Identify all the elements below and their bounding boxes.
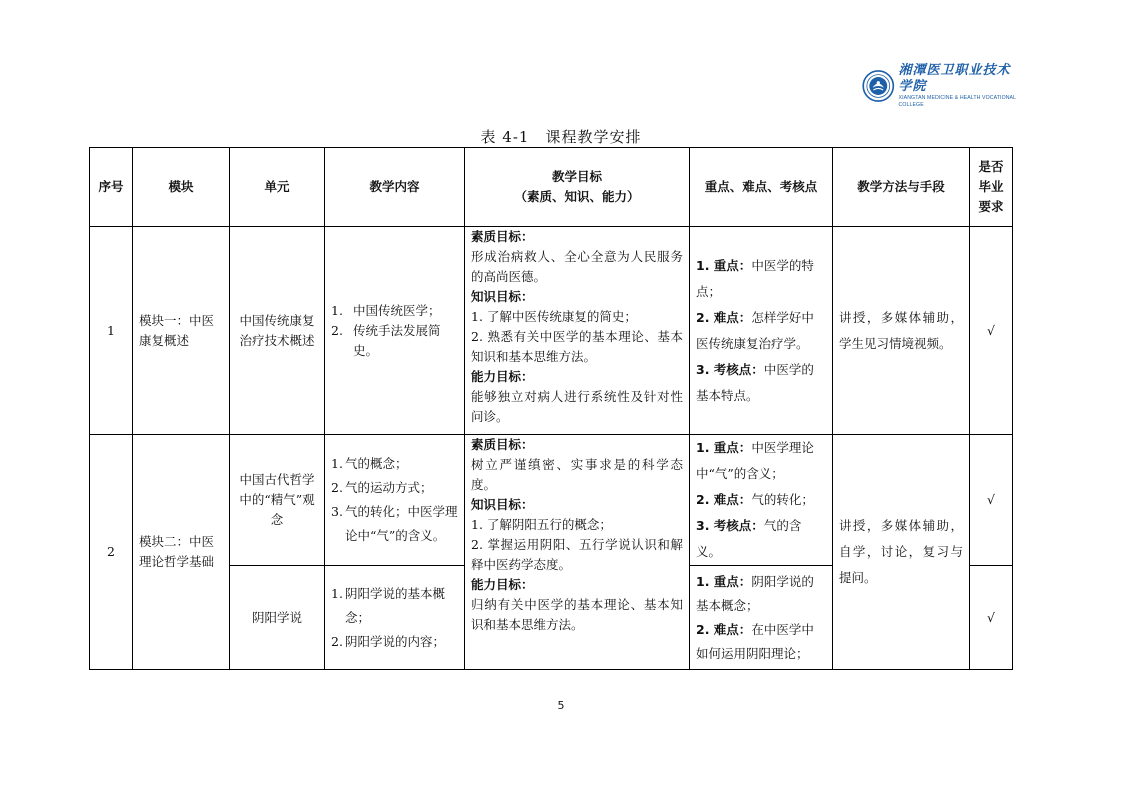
- ability-goal-text: 归纳有关中医学的基本理论、基本知识和基本思维方法。: [471, 597, 683, 632]
- knowledge-goal-1: 1. 了解中医传统康复的简史；: [471, 309, 637, 324]
- row1-keypoints: 1. 重点：中医学的特点； 2. 难点：怎样学好中医传统康复治疗学。 3. 考核点：中医学的基本特点。: [690, 227, 833, 435]
- header-goal: [465, 148, 690, 227]
- knowledge-goal-label: 知识目标：: [471, 497, 534, 512]
- row2-unit2: 阴阳学说: [230, 566, 325, 670]
- row1-unit: 中国传统康复治疗技术概述: [230, 227, 325, 435]
- header-method: 教学方法与手段: [833, 148, 970, 227]
- college-logo: [862, 63, 1022, 108]
- row2-unit1-content: [325, 435, 465, 566]
- knowledge-goal-2: 2. 熟悉有关中医学的基本理论、基本知识和基本思维方法。: [471, 329, 683, 364]
- list-item: 2. 传统手法发展简史。: [331, 322, 441, 358]
- list-item: 2. 阴阳学说的内容；: [331, 633, 446, 649]
- table-caption: 表 4-1 课程教学安排: [480, 128, 642, 146]
- knowledge-goal-label: 知识目标：: [471, 289, 534, 304]
- ability-goal-text: 能够独立对病人进行系统性及针对性问诊。: [471, 389, 683, 424]
- row2-unit2-required: √: [970, 566, 1013, 670]
- row2-unit2-keypoints: 1. 重点：阴阳学说的基本概念； 2. 难点：在中医学中如何运用阴阳理论；: [690, 566, 833, 670]
- knowledge-goal-2: 2. 掌握运用阴阳、五行学说认识和解释中医药学态度。: [471, 537, 683, 572]
- row2-unit1-keypoints: 1. 重点：中医学理论中“气”的含义； 2. 难点：气的转化； 3. 考核点：气的含义。: [690, 435, 833, 566]
- header-required-2: 毕业: [978, 179, 1004, 194]
- knowledge-goal-1: 1. 了解阴阳五行的概念；: [471, 517, 612, 532]
- table-row: [90, 435, 1013, 566]
- row2-module: 模块二：中医理论哲学基础: [133, 435, 230, 670]
- row2-goal: [465, 435, 690, 670]
- page-number: 5: [557, 699, 565, 712]
- table-header-row: [90, 148, 1013, 227]
- row2-seq: 2: [90, 435, 133, 670]
- table-row: [90, 227, 1013, 435]
- course-schedule-table: [89, 147, 1013, 670]
- quality-goal-text: 形成治病救人、全心全意为人民服务的高尚医德。: [471, 249, 683, 284]
- header-goal-line2: （素质、知识、能力）: [514, 189, 640, 204]
- header-required-3: 要求: [978, 199, 1004, 214]
- row2-unit1: 中国古代哲学中的“精气”观念: [230, 435, 325, 566]
- header-content: 教学内容: [325, 148, 465, 227]
- header-unit: 单元: [230, 148, 325, 227]
- header-seq: 序号: [90, 148, 133, 227]
- logo-english-name: XIANGTAN MEDICINE & HEALTH VOCATIONAL COLLEGE: [898, 95, 1016, 108]
- row1-method: 讲授，多媒体辅助，学生见习情境视频。: [833, 227, 970, 435]
- header-required-1: 是否: [978, 159, 1004, 174]
- list-item: 1. 阴阳学说的基本概念；: [331, 585, 446, 625]
- row1-goal: [465, 227, 690, 435]
- ability-goal-label: 能力目标：: [471, 369, 534, 384]
- logo-chinese-name: 湘潭医卫职业技术学院: [898, 63, 1011, 94]
- row1-seq: 1: [90, 227, 133, 435]
- quality-goal-text: 树立严谨缜密、实事求是的科学态度。: [471, 457, 683, 492]
- list-item: 1. 气的概念；: [331, 456, 408, 471]
- list-item: 1. 中国传统医学；: [331, 302, 441, 318]
- row2-unit1-required: √: [970, 435, 1013, 566]
- row2-method: 讲授，多媒体辅助，自学，讨论，复习与提问。: [833, 435, 970, 670]
- header-required: [970, 148, 1013, 227]
- ability-goal-label: 能力目标：: [471, 577, 534, 592]
- row2-unit2-content: [325, 566, 465, 670]
- header-keypoints: 重点、难点、考核点: [690, 148, 833, 227]
- list-item: 3. 气的转化；中医学理论中“气”的含义。: [331, 504, 458, 543]
- list-item: 2. 气的运动方式；: [331, 480, 433, 495]
- row1-module: 模块一：中医康复概述: [133, 227, 230, 435]
- quality-goal-label: 素质目标：: [471, 437, 534, 452]
- row1-content: [325, 227, 465, 435]
- header-goal-line1: 教学目标: [551, 169, 602, 184]
- row1-required: √: [970, 227, 1013, 435]
- quality-goal-label: 素质目标：: [471, 229, 534, 244]
- college-emblem-icon: [862, 67, 895, 105]
- header-module: 模块: [133, 148, 230, 227]
